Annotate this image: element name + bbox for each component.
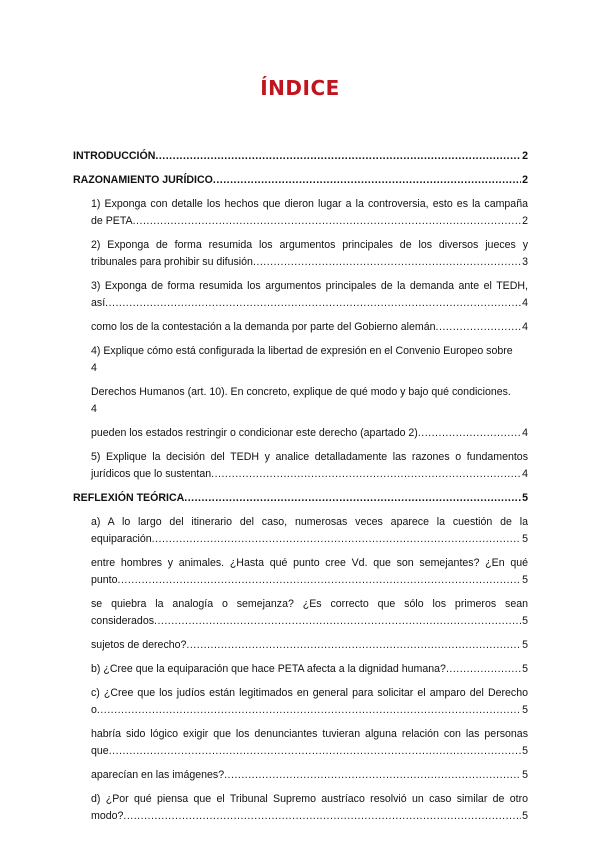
toc-entry-qd[interactable]: d) ¿Por qué piensa que el Tribunal Supremo austríaco resolvió un caso similar de otro modo? ..... 5 (73, 791, 528, 825)
toc-entry-qc[interactable]: c) ¿Cree que los judíos están legitimados en general para solicitar el amparo del Derecho o ..... 5 habría sido lógico exigir que los denunciantes tuvieran alguna relación con las personas que ..... 5 aparecían en las imágenes? ..... 5 (73, 685, 528, 784)
toc-entry-q4[interactable]: 4) Explique cómo está configurada la libertad de expresión en el Convenio Europeo sobre 4 Derechos Humanos (art. 10). En concreto, explique de qué modo y bajo qué condiciones. 4 pueden los estados restringir o condicionar este derecho (apartado 2) ..... 4 (73, 343, 528, 442)
toc-entry-q5[interactable]: 5) Explique la decisión del TEDH y analice detalladamente las razones o fundamentos jurídicos que lo sustentan ..... 4 (73, 449, 528, 483)
page-title: ÍNDICE (260, 76, 340, 100)
toc-entry-introduccion[interactable]: INTRODUCCIÓN ..... 2 (73, 148, 528, 165)
toc-entry-reflexion[interactable]: REFLEXIÓN TEÓRICA ..... 5 (73, 490, 528, 507)
toc-entry-razonamiento[interactable]: RAZONAMIENTO JURÍDICO ..... 2 (73, 172, 528, 189)
toc-entry-q2[interactable]: 2) Exponga de forma resumida los argumentos principales de los diversos jueces y tribunales para prohibir su difusión ..... 3 (73, 237, 528, 271)
toc-entry-q1[interactable]: 1) Exponga con detalle los hechos que dieron lugar a la controversia, esto es la campaña de PETA ..... 2 (73, 196, 528, 230)
toc-entry-qb[interactable]: b) ¿Cree que la equiparación que hace PETA afecta a la dignidad humana? ..... 5 (73, 661, 528, 678)
toc-entry-qa[interactable]: a) A lo largo del itinerario del caso, numerosas veces aparece la cuestión de la equiparación ..... 5 entre hombres y animales. ¿Hasta qué punto cree Vd. que son semejantes? ¿En qué punto ..... 5 se quiebra la analogía o semejanza? ¿Es correcto que sólo los primeros sean considerados ..... 5 sujetos de derecho? ..... 5 (73, 514, 528, 654)
table-of-contents (73, 148, 528, 825)
toc-entry-q3[interactable]: 3) Exponga de forma resumida los argumentos principales de la demanda ante el TEDH, así ..... 4 como los de la contestación a la demanda por parte del Gobierno alemán ..... 4 (73, 278, 528, 336)
